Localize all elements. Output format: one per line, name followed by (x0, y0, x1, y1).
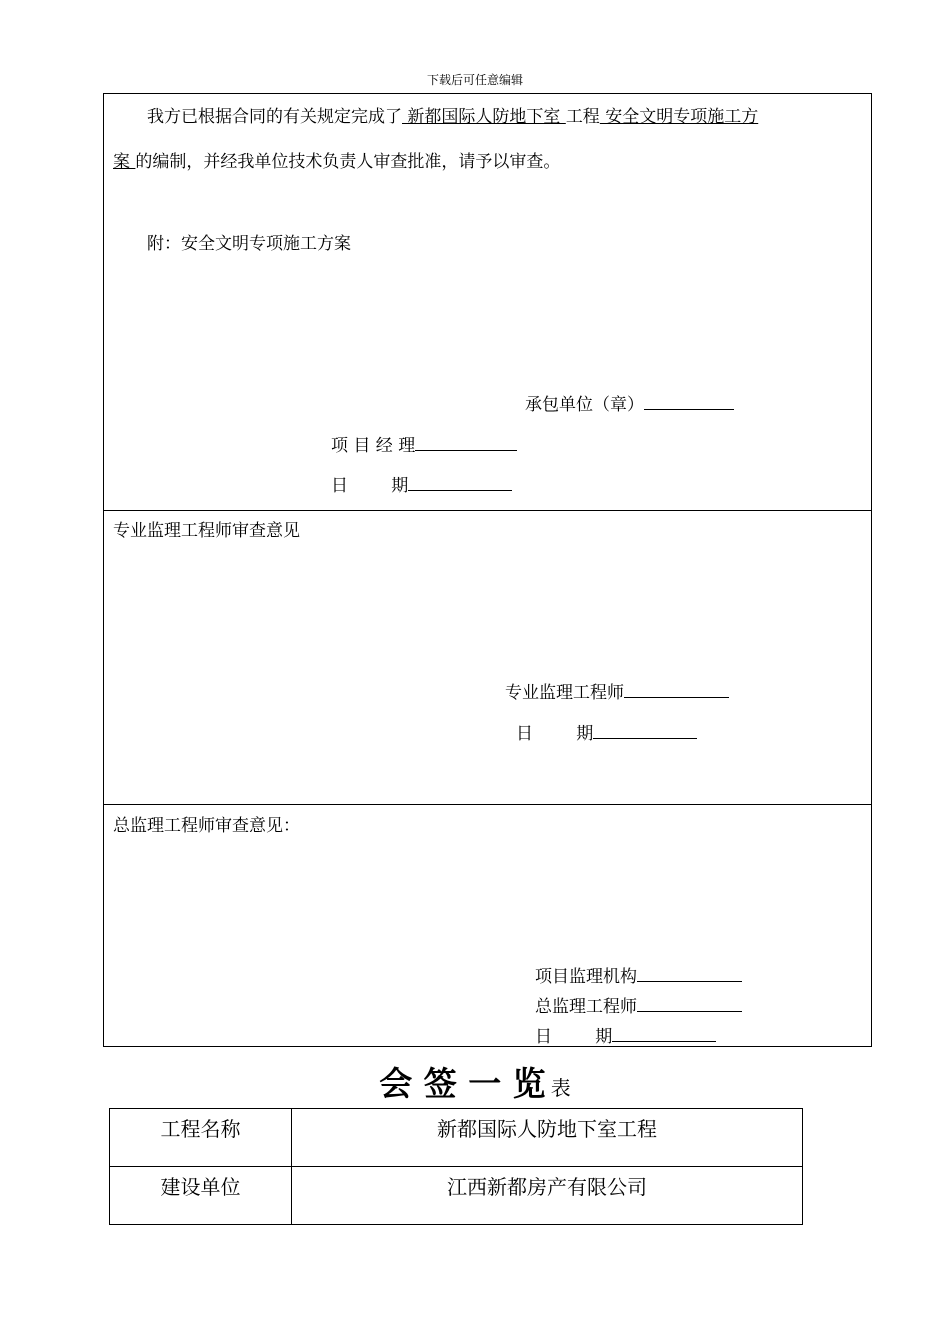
builder-value: 江西新都房产有限公司 (292, 1167, 803, 1225)
submission-date-line (331, 471, 512, 496)
contractor-blank[interactable] (644, 392, 734, 410)
contractor-sign-line (525, 390, 734, 415)
project-name: 新都国际人防地下室 (402, 107, 566, 127)
submission-date-label: 日 期 (331, 476, 409, 496)
org-sign-line (535, 962, 742, 987)
engineer-label: 专业监理工程师 (505, 683, 624, 703)
chief-date-line (535, 1022, 716, 1047)
plan-name-part2: 案 (113, 152, 136, 172)
chief-blank[interactable] (637, 994, 742, 1012)
submission-date-blank[interactable] (408, 473, 512, 491)
manager-blank[interactable] (415, 433, 517, 451)
countersign-table (109, 1108, 803, 1225)
submission-line-2 (113, 147, 560, 172)
engineer-date-label: 日 期 (516, 724, 594, 744)
submission-text-3: 的编制，并经我单位技术负责人审查批准，请予以审查。 (135, 152, 561, 172)
section-divider-1 (104, 510, 871, 511)
builder-label: 建设单位 (110, 1167, 292, 1225)
countersign-title-big: 会 签 一 览 (379, 1064, 546, 1103)
contractor-label: 承包单位（章） (525, 395, 644, 415)
manager-label: 项 目 经 理 (331, 436, 416, 456)
approval-form (103, 93, 872, 1047)
project-name-value: 新都国际人防地下室工程 (292, 1109, 803, 1167)
engineer-date-line (516, 719, 697, 744)
table-row (110, 1109, 803, 1167)
engineer-date-blank[interactable] (593, 721, 697, 739)
submission-text-2: 工程 (565, 107, 600, 127)
table-row (110, 1167, 803, 1225)
engineer-review-heading: 专业监理工程师审查意见 (113, 521, 300, 541)
header-note: 下载后可任意编辑 (426, 73, 523, 87)
chief-date-label: 日 期 (535, 1027, 613, 1047)
countersign-title-small: 表 (550, 1076, 571, 1100)
project-name-label: 工程名称 (110, 1109, 292, 1167)
engineer-blank[interactable] (624, 680, 729, 698)
countersign-title (0, 1058, 950, 1105)
chief-sign-line (535, 992, 742, 1017)
section-divider-2 (104, 804, 871, 805)
manager-sign-line (331, 431, 517, 456)
chief-label: 总监理工程师 (535, 997, 637, 1017)
org-blank[interactable] (637, 964, 742, 982)
submission-line-1 (147, 102, 758, 127)
plan-name-part1: 安全文明专项施工方 (599, 107, 759, 127)
attachment-line: 附：安全文明专项施工方案 (147, 234, 351, 254)
org-label: 项目监理机构 (535, 967, 637, 987)
submission-text-1: 我方已根据合同的有关规定完成了 (147, 107, 402, 127)
chief-date-blank[interactable] (612, 1024, 716, 1042)
engineer-sign-line (505, 678, 729, 703)
chief-review-heading: 总监理工程师审查意见： (113, 816, 300, 836)
